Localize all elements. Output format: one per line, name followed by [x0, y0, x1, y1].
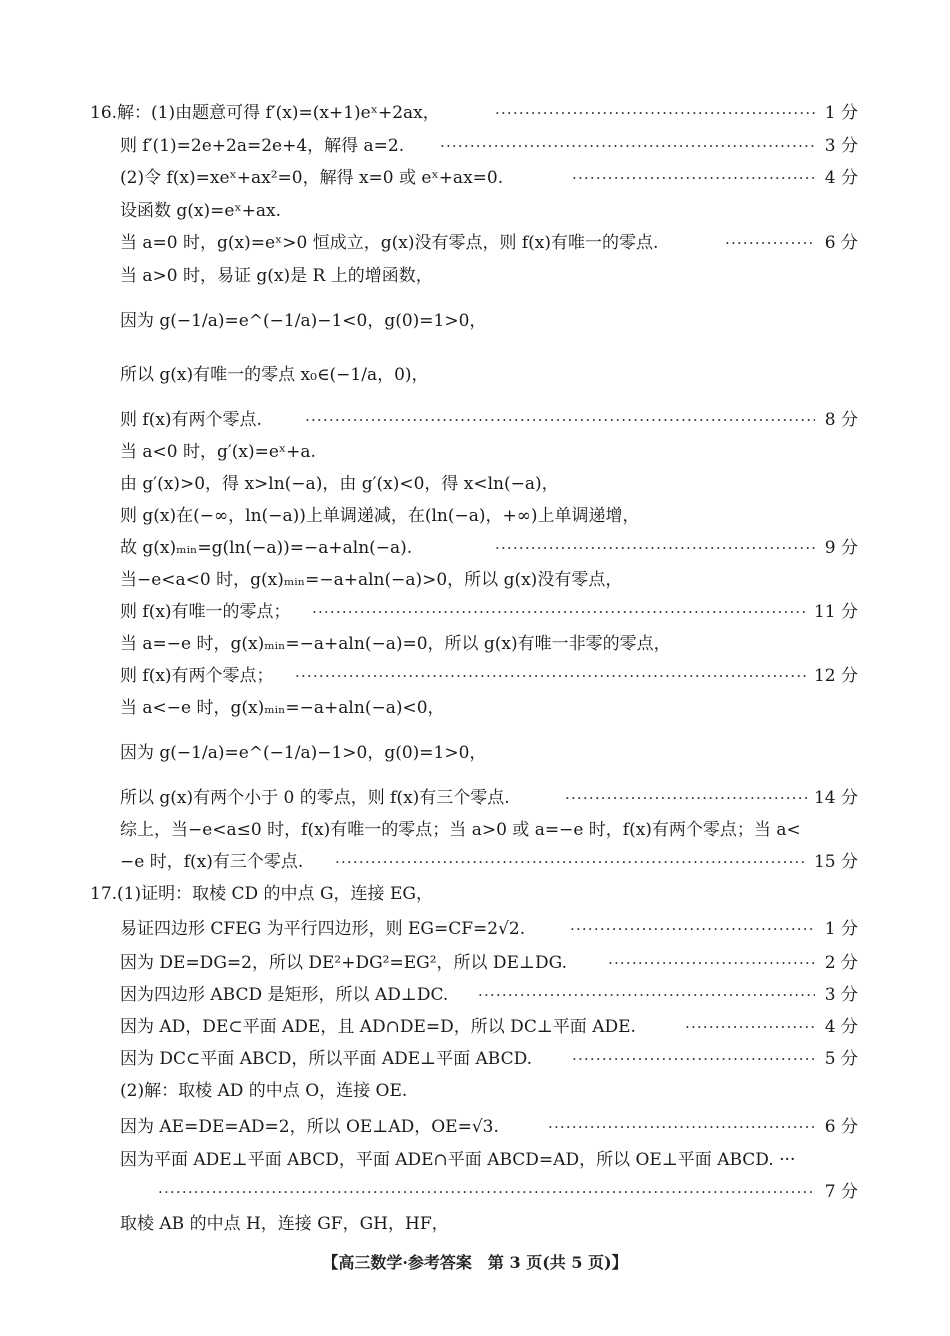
score-points: 15 分	[813, 852, 858, 872]
answer-line	[0, 1207, 950, 1241]
answer-line	[0, 1074, 950, 1108]
line-text: 当 a=−e 时，g(x)ₘᵢₙ=−a+aln(−a)=0，所以 g(x)有唯一非零的零点，	[120, 634, 671, 654]
leader-dots	[572, 161, 815, 195]
answer-line	[0, 1110, 950, 1144]
answer-line	[0, 226, 950, 260]
line-text: 所以 g(x)有唯一的零点 x₀∈(−1/a，0)，	[120, 365, 429, 385]
line-text: 则 f(x)有两个零点；	[120, 666, 274, 686]
score-points: 1 分	[824, 919, 858, 939]
leader-dots	[548, 1110, 815, 1144]
answer-line	[0, 435, 950, 469]
leader-dots	[565, 781, 807, 815]
line-text: 则 f′(1)=2e+2a=2e+4，解得 a=2.	[120, 136, 405, 156]
answer-line	[0, 96, 950, 130]
score-points: 4 分	[824, 1017, 858, 1037]
score-points: 4 分	[824, 168, 858, 188]
line-text: 因为 DC⊂平面 ABCD，所以平面 ADE⊥平面 ABCD.	[120, 1049, 533, 1069]
score-points: 9 分	[824, 538, 858, 558]
leader-dots	[295, 659, 807, 693]
answer-line	[0, 194, 950, 228]
answer-line	[0, 1143, 950, 1177]
leader-dots	[608, 946, 815, 980]
line-text: 因为 AE=DE=AD=2，所以 OE⊥AD，OE=√3.	[120, 1117, 499, 1137]
line-text: 当 a<−e 时，g(x)ₘᵢₙ=−a+aln(−a)<0，	[120, 698, 445, 718]
answer-line	[0, 691, 950, 725]
leader-dots	[440, 129, 815, 163]
answer-line	[0, 1042, 950, 1076]
answer-line	[0, 946, 950, 980]
answer-line	[0, 563, 950, 597]
score-points: 7 分	[824, 1182, 858, 1202]
line-text: 则 g(x)在(−∞，ln(−a))上单调递减，在(ln(−a)，+∞)上单调递增，	[120, 506, 640, 526]
line-text: (2)令 f(x)=xeˣ+ax²=0，解得 x=0 或 eˣ+ax=0.	[120, 168, 504, 188]
line-text: (2)解：取棱 AD 的中点 O，连接 OE.	[120, 1081, 408, 1101]
answer-line	[0, 978, 950, 1012]
score-points: 6 分	[824, 1117, 858, 1137]
line-text: 17.(1)证明：取棱 CD 的中点 G，连接 EG，	[90, 884, 433, 904]
answer-line	[0, 161, 950, 195]
line-text: 取棱 AB 的中点 H，连接 GF，GH，HF，	[120, 1214, 449, 1234]
answer-line	[0, 781, 950, 815]
answer-line	[0, 877, 950, 911]
leader-dots	[495, 531, 815, 565]
line-text: 当 a>0 时，易证 g(x)是 R 上的增函数，	[120, 266, 433, 286]
answer-line	[0, 728, 950, 778]
leader-dots	[335, 845, 807, 879]
answer-line	[0, 467, 950, 501]
leader-dots	[572, 1042, 815, 1076]
score-points: 3 分	[824, 136, 858, 156]
line-text: 因为 DE=DG=2，所以 DE²+DG²=EG²，所以 DE⊥DG.	[120, 953, 567, 973]
score-points: 12 分	[813, 666, 858, 686]
line-text: −e 时，f(x)有三个零点.	[120, 852, 304, 872]
line-text: 设函数 g(x)=eˣ+ax.	[120, 201, 282, 221]
page-footer: 【高三数学·参考答案 第 3 页(共 5 页)】	[322, 1253, 628, 1272]
leader-dots	[495, 96, 815, 130]
answer-line	[0, 350, 950, 400]
answer-line	[0, 845, 950, 879]
answer-line	[0, 296, 950, 346]
leader-dots	[685, 1010, 815, 1044]
answer-line	[0, 129, 950, 163]
line-text: 16.解：(1)由题意可得 f′(x)=(x+1)eˣ+2ax，	[90, 103, 440, 123]
score-points: 2 分	[824, 953, 858, 973]
score-points: 6 分	[824, 233, 858, 253]
answer-line	[0, 595, 950, 629]
answer-line	[0, 531, 950, 565]
leader-dots	[312, 595, 807, 629]
leader-dots	[305, 403, 815, 437]
answer-line	[0, 259, 950, 293]
score-points: 8 分	[824, 410, 858, 430]
line-text: 因为 g(−1/a)=e^(−1/a)−1>0，g(0)=1>0，	[120, 743, 487, 763]
answer-line	[0, 403, 950, 437]
line-text: 当−e<a<0 时，g(x)ₘᵢₙ=−a+aln(−a)>0，所以 g(x)没有零点，	[120, 570, 623, 590]
score-points: 1 分	[824, 103, 858, 123]
score-points: 14 分	[813, 788, 858, 808]
answer-line	[0, 659, 950, 693]
score-points: 3 分	[824, 985, 858, 1005]
answer-line	[0, 627, 950, 661]
line-text: 则 f(x)有两个零点.	[120, 410, 262, 430]
score-points: 5 分	[824, 1049, 858, 1069]
answer-line	[0, 813, 950, 847]
line-text: 则 f(x)有唯一的零点；	[120, 602, 291, 622]
line-text: 由 g′(x)>0，得 x>ln(−a)，由 g′(x)<0，得 x<ln(−a)，	[120, 474, 559, 494]
line-text: 因为平面 ADE⊥平面 ABCD，平面 ADE∩平面 ABCD=AD，所以 OE⊥平面 ABCD. ···	[120, 1150, 796, 1170]
line-text: 当 a=0 时，g(x)=eˣ>0 恒成立，g(x)没有零点，则 f(x)有唯一的零点.	[120, 233, 659, 253]
leader-dots	[725, 226, 815, 260]
score-points: 11 分	[813, 602, 858, 622]
line-text: 因为四边形 ABCD 是矩形，所以 AD⊥DC.	[120, 985, 449, 1005]
line-text: 故 g(x)ₘᵢₙ=g(ln(−a))=−a+aln(−a).	[120, 538, 413, 558]
leader-dots	[570, 912, 815, 946]
line-text: 当 a<0 时，g′(x)=eˣ+a.	[120, 442, 316, 462]
answer-line	[0, 1010, 950, 1044]
line-text: 因为 AD，DE⊂平面 ADE，且 AD∩DE=D，所以 DC⊥平面 ADE.	[120, 1017, 636, 1037]
answer-line	[0, 499, 950, 533]
line-text: 综上，当−e<a≤0 时，f(x)有唯一的零点；当 a>0 或 a=−e 时，f(x)有两个零点；当 a<	[120, 820, 801, 840]
answer-line	[0, 912, 950, 946]
leader-dots	[478, 978, 815, 1012]
line-text: 所以 g(x)有两个小于 0 的零点，则 f(x)有三个零点.	[120, 788, 510, 808]
line-text: 易证四边形 CFEG 为平行四边形，则 EG=CF=2√2.	[120, 919, 526, 939]
line-text: 因为 g(−1/a)=e^(−1/a)−1<0，g(0)=1>0，	[120, 311, 487, 331]
answer-line	[0, 1175, 950, 1209]
leader-dots	[158, 1175, 815, 1209]
